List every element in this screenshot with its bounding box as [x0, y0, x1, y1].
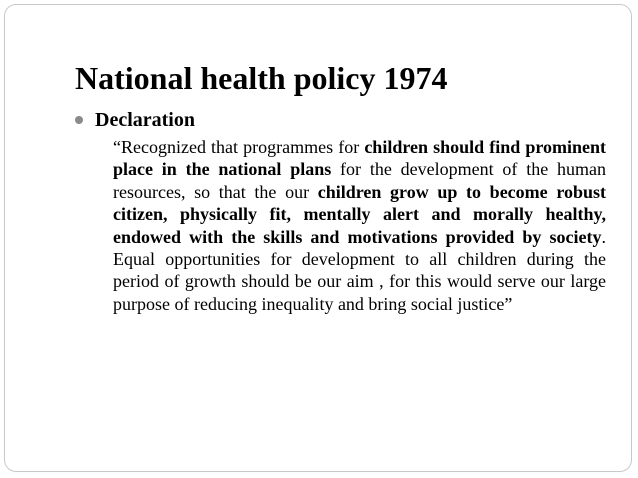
- declaration-quote: [113, 136, 606, 315]
- quote-bold-2: children grow up to become robust citizen, physically fit, mentally alert and morally healthy, endowed with the skills and motivations provided by society: [113, 181, 606, 247]
- bullet-label: Declaration: [95, 109, 195, 131]
- quote-text-2: for the development of the human resources, so that the our: [113, 159, 606, 202]
- slide-title: National health policy 1974: [75, 60, 448, 96]
- slide: [4, 4, 632, 472]
- quote-text-3: . Equal opportunities for development to all children during the period of growth should be our aim , for this would serve our large purpose of reducing inequality and bring social justice”: [113, 226, 606, 314]
- bullet-declaration: [75, 106, 195, 134]
- quote-bold-1: children should find prominent place in the national plans: [113, 137, 607, 180]
- quote-text-1: “Recognized that programmes for: [113, 137, 365, 157]
- bullet-dot-icon: [75, 116, 83, 124]
